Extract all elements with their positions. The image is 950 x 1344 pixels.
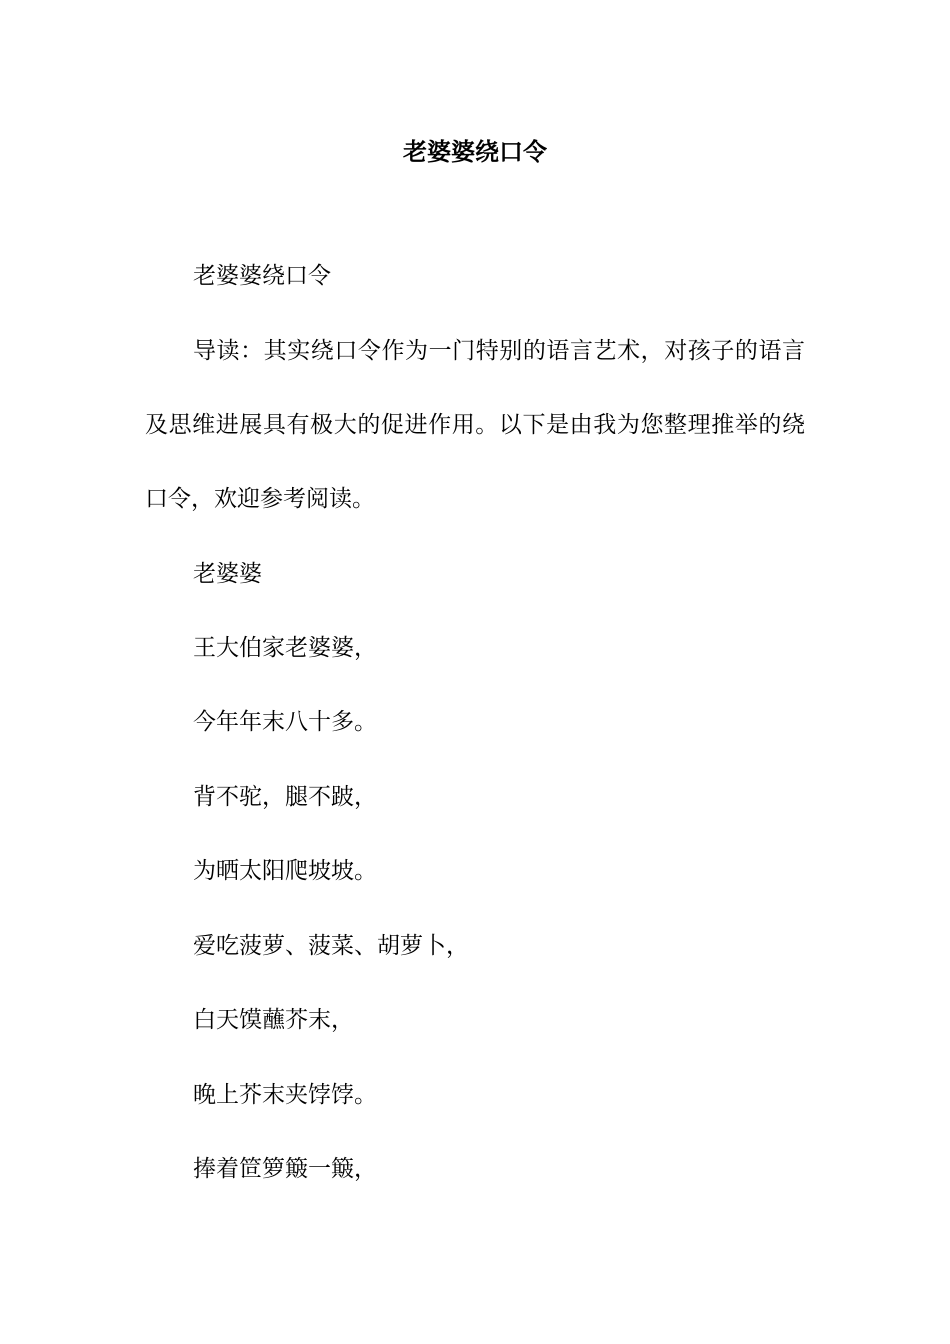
poem-line: 今年年末八十多。 bbox=[193, 709, 377, 735]
poem-line: 捧着笸箩簸一簸， bbox=[193, 1156, 377, 1182]
poem-line: 王大伯家老婆婆， bbox=[193, 635, 377, 661]
poem-line: 为晒太阳爬坡坡。 bbox=[193, 858, 377, 884]
poem-heading: 老婆婆 bbox=[193, 561, 262, 587]
poem-line: 晚上芥末夹饽饽。 bbox=[193, 1082, 377, 1108]
intro-paragraph: 导读：其实绕口令作为一门特别的语言艺术，对孩子的语言及思维进展具有极大的促进作用。以下是由我为您整理推举的绕口令，欢迎参考阅读。 bbox=[145, 338, 805, 512]
document-title: 老婆婆绕口令 bbox=[403, 137, 547, 166]
poem-line: 爱吃菠萝、菠菜、胡萝卜， bbox=[193, 933, 469, 959]
subtitle-paragraph: 老婆婆绕口令 bbox=[193, 263, 331, 289]
poem-line: 背不驼，腿不跛， bbox=[193, 784, 377, 810]
poem-line: 白天馍蘸芥末， bbox=[193, 1007, 354, 1033]
